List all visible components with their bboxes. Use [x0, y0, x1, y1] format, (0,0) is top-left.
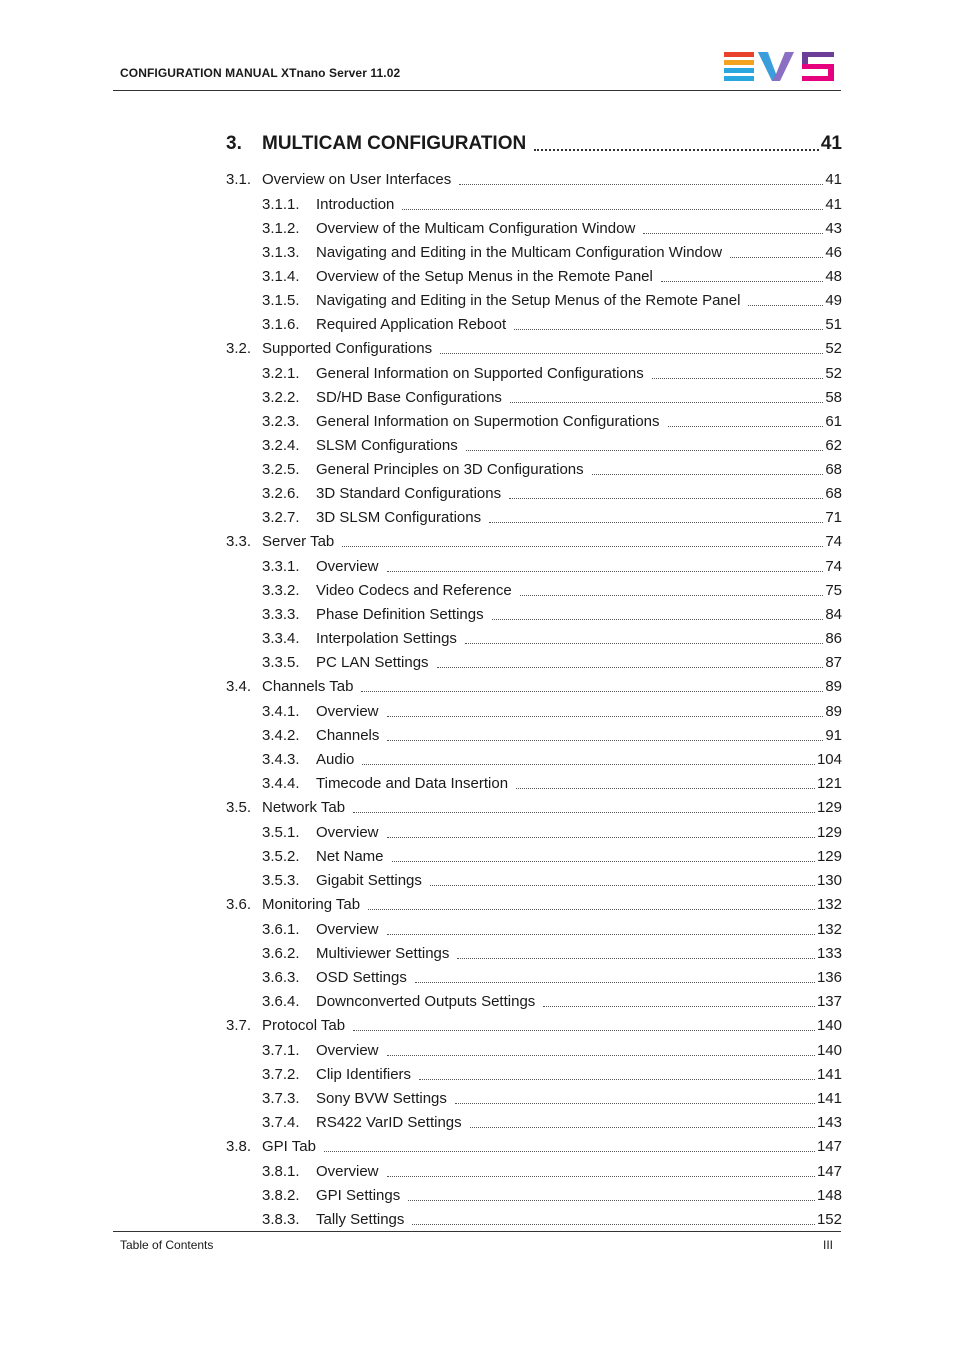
- toc-dot-leader: [387, 1055, 815, 1056]
- toc-entry-page: 62: [825, 436, 842, 454]
- toc-entry-sec[interactable]: [226, 167, 842, 192]
- toc-dot-leader: [516, 788, 815, 789]
- toc-entry-page: 130: [816, 871, 842, 889]
- toc-entry-number: 3.5.3.: [262, 871, 300, 889]
- toc-entry-title: Gigabit Settings: [316, 871, 422, 889]
- toc-entry-title: Overview: [316, 920, 379, 938]
- toc-entry-number: 3.3.5.: [262, 653, 300, 671]
- toc-entry-page: 86: [825, 629, 842, 647]
- toc-entry-sub[interactable]: [226, 554, 842, 578]
- table-of-contents: [226, 132, 842, 1231]
- toc-entry-sub[interactable]: [226, 965, 842, 989]
- toc-entry-page: 147: [816, 1138, 842, 1155]
- toc-entry-number: 3.1.2.: [262, 219, 300, 237]
- toc-entry-page: 68: [825, 484, 842, 502]
- toc-entry-page: 71: [825, 508, 842, 526]
- toc-entry-title: SD/HD Base Configurations: [316, 388, 502, 406]
- toc-entry-sec[interactable]: [226, 529, 842, 554]
- toc-entry-page: 58: [825, 388, 842, 406]
- toc-entry-title: Navigating and Editing in the Setup Menus of the Remote Panel: [316, 291, 741, 309]
- toc-entry-number: 3.7.3.: [262, 1089, 300, 1107]
- toc-entry-sub[interactable]: [226, 264, 842, 288]
- toc-entry-number: 3.4.2.: [262, 726, 300, 744]
- toc-dot-leader: [492, 619, 824, 620]
- toc-entry-title: RS422 VarID Settings: [316, 1113, 462, 1131]
- toc-entry-sub[interactable]: [226, 723, 842, 747]
- toc-dot-leader: [419, 1079, 815, 1080]
- toc-entry-number: 3.3.3.: [262, 605, 300, 623]
- toc-dot-leader: [353, 812, 815, 813]
- toc-entry-title: Required Application Reboot: [316, 315, 507, 333]
- toc-entry-sub[interactable]: [226, 192, 842, 216]
- toc-entry-number: 3.7.2.: [262, 1065, 300, 1083]
- toc-entry-sub[interactable]: [226, 1207, 842, 1231]
- toc-entry-title: General Information on Supermotion Configurations: [316, 412, 660, 430]
- toc-entry-sub[interactable]: [226, 457, 842, 481]
- toc-entry-number: 3.4.1.: [262, 702, 300, 720]
- toc-entry-title: Overview of the Setup Menus in the Remote Panel: [316, 267, 653, 285]
- toc-dot-leader: [592, 474, 824, 475]
- toc-entry-page: 74: [825, 557, 842, 575]
- toc-entry-title: Sony BVW Settings: [316, 1089, 447, 1107]
- toc-entry-number: 3.2.6.: [262, 484, 300, 502]
- toc-entry-number: 3.3.4.: [262, 629, 300, 647]
- toc-entry-number: 3.: [226, 133, 242, 154]
- toc-entry-page: 91: [825, 726, 842, 744]
- toc-entry-sub[interactable]: [226, 1062, 842, 1086]
- footer-section-label: Table of Contents: [120, 1238, 214, 1252]
- toc-entry-title: Multiviewer Settings: [316, 944, 450, 962]
- toc-dot-leader: [353, 1030, 815, 1031]
- toc-entry-title: PC LAN Settings: [316, 653, 429, 671]
- toc-entry-page: 43: [825, 219, 842, 237]
- toc-entry-page: 46: [825, 243, 842, 261]
- toc-entry-title: 3D Standard Configurations: [316, 484, 502, 502]
- toc-entry-page: 52: [825, 340, 842, 357]
- toc-dot-leader: [392, 861, 815, 862]
- toc-entry-title: MULTICAM CONFIGURATION: [262, 133, 527, 154]
- logo-bar-blue-2: [724, 76, 754, 81]
- toc-dot-leader: [661, 281, 823, 282]
- toc-dot-leader: [408, 1200, 815, 1201]
- toc-entry-title: Interpolation Settings: [316, 629, 457, 647]
- toc-entry-sub[interactable]: [226, 216, 842, 240]
- toc-entry-page: 87: [825, 653, 842, 671]
- toc-entry-number: 3.2.7.: [262, 508, 300, 526]
- toc-dot-leader: [430, 885, 815, 886]
- toc-entry-number: 3.3.: [226, 533, 252, 550]
- toc-dot-leader: [368, 909, 815, 910]
- toc-entry-page: 132: [816, 920, 842, 938]
- toc-entry-sub[interactable]: [226, 699, 842, 723]
- toc-entry-number: 3.5.: [226, 799, 252, 816]
- toc-entry-sub[interactable]: [226, 771, 842, 795]
- logo-bar-red: [724, 52, 754, 57]
- toc-entry-page: 129: [816, 823, 842, 841]
- evs-logo: [724, 52, 836, 82]
- toc-entry-page: 132: [816, 896, 842, 913]
- toc-entry-title: Audio: [316, 750, 355, 768]
- toc-entry-sub[interactable]: [226, 288, 842, 312]
- toc-entry-page: 41: [825, 171, 842, 188]
- toc-entry-number: 3.6.: [226, 896, 252, 913]
- toc-entry-number: 3.3.2.: [262, 581, 300, 599]
- toc-entry-number: 3.4.3.: [262, 750, 300, 768]
- toc-dot-leader: [520, 595, 824, 596]
- toc-entry-title: Overview: [316, 557, 379, 575]
- toc-entry-title: Downconverted Outputs Settings: [316, 992, 536, 1010]
- toc-entry-page: 137: [816, 992, 842, 1010]
- document-title: CONFIGURATION MANUAL XTnano Server 11.02: [120, 66, 401, 80]
- toc-entry-title: GPI Tab: [262, 1138, 316, 1155]
- toc-entry-page: 89: [825, 678, 842, 695]
- toc-entry-number: 3.1.: [226, 171, 252, 188]
- toc-entry-sub[interactable]: [226, 578, 842, 602]
- toc-entry-title: SLSM Configurations: [316, 436, 458, 454]
- toc-dot-leader: [459, 184, 823, 185]
- toc-dot-leader: [387, 740, 823, 741]
- toc-entry-sub[interactable]: [226, 409, 842, 433]
- toc-entry-number: 3.1.4.: [262, 267, 300, 285]
- toc-entry-number: 3.6.4.: [262, 992, 300, 1010]
- toc-entry-title: Clip Identifiers: [316, 1065, 412, 1083]
- toc-entry-page: 141: [816, 1065, 842, 1083]
- toc-entry-title: Network Tab: [262, 799, 346, 816]
- toc-dot-leader: [534, 149, 819, 151]
- toc-entry-number: 3.4.: [226, 678, 252, 695]
- toc-entry-title: Overview: [316, 823, 379, 841]
- toc-entry-page: 68: [825, 460, 842, 478]
- toc-entry-page: 136: [816, 968, 842, 986]
- toc-dot-leader: [387, 716, 824, 717]
- toc-entry-title: GPI Settings: [316, 1186, 401, 1204]
- toc-entry-title: Timecode and Data Insertion: [316, 774, 509, 792]
- toc-dot-leader: [415, 982, 815, 983]
- toc-entry-title: Protocol Tab: [262, 1017, 346, 1034]
- toc-dot-leader: [437, 667, 824, 668]
- toc-entry-number: 3.8.3.: [262, 1210, 300, 1228]
- toc-entry-page: 48: [825, 267, 842, 285]
- toc-dot-leader: [509, 498, 823, 499]
- toc-entry-page: 84: [825, 605, 842, 623]
- toc-entry-title: Server Tab: [262, 533, 335, 550]
- footer-rule: [113, 1231, 841, 1232]
- toc-entry-title: Overview: [316, 1041, 379, 1059]
- toc-dot-leader: [668, 426, 824, 427]
- toc-entry-sub[interactable]: [226, 312, 842, 336]
- toc-entry-title: Overview: [316, 702, 379, 720]
- toc-entry-page: 143: [816, 1113, 842, 1131]
- toc-dot-leader: [514, 329, 823, 330]
- toc-entry-sub[interactable]: [226, 481, 842, 505]
- toc-entry-title: Channels Tab: [262, 678, 354, 695]
- toc-entry-page: 129: [816, 847, 842, 865]
- toc-entry-number: 3.6.2.: [262, 944, 300, 962]
- toc-entry-title: Monitoring Tab: [262, 896, 361, 913]
- footer-page-number: III: [823, 1238, 834, 1252]
- toc-dot-leader: [361, 691, 823, 692]
- toc-entry-number: 3.2.4.: [262, 436, 300, 454]
- toc-entry-number: 3.7.: [226, 1017, 252, 1034]
- toc-entry-title: Overview of the Multicam Configuration Window: [316, 219, 636, 237]
- toc-entry-number: 3.6.1.: [262, 920, 300, 938]
- toc-entry-title: Net Name: [316, 847, 384, 865]
- toc-entry-sub[interactable]: [226, 1183, 842, 1207]
- toc-dot-leader: [457, 958, 815, 959]
- toc-entry-page: 41: [825, 195, 842, 213]
- toc-entry-title: Supported Configurations: [262, 340, 433, 357]
- toc-entry-sub[interactable]: [226, 385, 842, 409]
- toc-entry-sub[interactable]: [226, 1086, 842, 1110]
- toc-entry-page: 140: [816, 1041, 842, 1059]
- toc-dot-leader: [510, 402, 823, 403]
- toc-entry-title: Navigating and Editing in the Multicam Configuration Window: [316, 243, 723, 261]
- toc-dot-leader: [489, 522, 823, 523]
- toc-entry-page: 148: [816, 1186, 842, 1204]
- toc-entry-number: 3.8.: [226, 1138, 252, 1155]
- toc-dot-leader: [748, 305, 823, 306]
- toc-entry-sec[interactable]: [226, 892, 842, 917]
- toc-entry-page: 121: [816, 774, 842, 792]
- toc-entry-number: 3.1.6.: [262, 315, 300, 333]
- toc-entry-page: 140: [816, 1017, 842, 1034]
- toc-entry-page: 129: [816, 799, 842, 816]
- toc-entry-sec[interactable]: [226, 1134, 842, 1159]
- logo-bar-orange: [724, 60, 754, 65]
- toc-entry-page: 133: [816, 944, 842, 962]
- toc-dot-leader: [652, 378, 824, 379]
- toc-entry-title: General Information on Supported Configurations: [316, 364, 644, 382]
- toc-entry-sub[interactable]: [226, 361, 842, 385]
- toc-dot-leader: [342, 546, 823, 547]
- toc-entry-sec[interactable]: [226, 674, 842, 699]
- toc-entry-number: 3.8.1.: [262, 1162, 300, 1180]
- toc-entry-title: Tally Settings: [316, 1210, 405, 1228]
- toc-entry-page: 61: [825, 412, 842, 430]
- toc-entry-title: General Principles on 3D Configurations: [316, 460, 584, 478]
- toc-dot-leader: [440, 353, 823, 354]
- toc-entry-sec[interactable]: [226, 1013, 842, 1038]
- toc-entry-sub[interactable]: [226, 433, 842, 457]
- toc-entry-number: 3.1.3.: [262, 243, 300, 261]
- toc-dot-leader: [730, 257, 823, 258]
- toc-entry-number: 3.2.3.: [262, 412, 300, 430]
- toc-entry-title: 3D SLSM Configurations: [316, 508, 482, 526]
- toc-entry-chapter[interactable]: [226, 132, 842, 156]
- toc-entry-page: 147: [816, 1162, 842, 1180]
- toc-entry-page: 49: [825, 291, 842, 309]
- toc-entry-number: 3.2.: [226, 340, 252, 357]
- toc-entry-number: 3.2.2.: [262, 388, 300, 406]
- toc-entry-page: 51: [825, 315, 842, 333]
- toc-entry-title: Overview: [316, 1162, 379, 1180]
- toc-dot-leader: [387, 837, 815, 838]
- toc-entry-number: 3.7.4.: [262, 1113, 300, 1131]
- toc-entry-page: 52: [825, 364, 842, 382]
- toc-dot-leader: [387, 571, 824, 572]
- toc-entry-number: 3.3.1.: [262, 557, 300, 575]
- toc-entry-sub[interactable]: [226, 1038, 842, 1062]
- toc-dot-leader: [387, 1176, 815, 1177]
- toc-dot-leader: [324, 1151, 815, 1152]
- toc-entry-sub[interactable]: [226, 1159, 842, 1183]
- toc-dot-leader: [466, 450, 824, 451]
- toc-entry-sub[interactable]: [226, 650, 842, 674]
- toc-entry-sub[interactable]: [226, 602, 842, 626]
- toc-entry-sub[interactable]: [226, 240, 842, 264]
- toc-entry-number: 3.2.5.: [262, 460, 300, 478]
- toc-entry-sec[interactable]: [226, 336, 842, 361]
- toc-dot-leader: [465, 643, 823, 644]
- toc-entry-sub[interactable]: [226, 868, 842, 892]
- toc-entry-sec[interactable]: [226, 795, 842, 820]
- toc-entry-number: 3.1.1.: [262, 195, 300, 213]
- toc-entry-page: 104: [816, 750, 842, 768]
- toc-entry-title: Video Codecs and Reference: [316, 581, 512, 599]
- toc-entry-page: 75: [825, 581, 842, 599]
- toc-entry-sub[interactable]: [226, 989, 842, 1013]
- header-rule: [113, 90, 841, 91]
- toc-entry-number: 3.7.1.: [262, 1041, 300, 1059]
- toc-dot-leader: [387, 934, 815, 935]
- toc-dot-leader: [470, 1127, 815, 1128]
- logo-s-bottom: [802, 76, 834, 81]
- toc-dot-leader: [643, 233, 823, 234]
- toc-entry-number: 3.5.2.: [262, 847, 300, 865]
- toc-entry-sub[interactable]: [226, 917, 842, 941]
- logo-bar-blue-1: [724, 68, 754, 73]
- toc-dot-leader: [362, 764, 815, 765]
- toc-entry-title: OSD Settings: [316, 968, 407, 986]
- toc-entry-sub[interactable]: [226, 505, 842, 529]
- toc-entry-title: Introduction: [316, 195, 395, 213]
- toc-entry-page: 74: [825, 533, 842, 550]
- toc-dot-leader: [402, 209, 823, 210]
- toc-entry-sub[interactable]: [226, 1110, 842, 1134]
- toc-entry-sub[interactable]: [226, 747, 842, 771]
- toc-entry-number: 3.5.1.: [262, 823, 300, 841]
- toc-entry-sub[interactable]: [226, 626, 842, 650]
- toc-entry-page: 89: [825, 702, 842, 720]
- toc-entry-sub[interactable]: [226, 844, 842, 868]
- toc-entry-page: 141: [816, 1089, 842, 1107]
- toc-entry-title: Overview on User Interfaces: [262, 171, 452, 188]
- toc-entry-number: 3.8.2.: [262, 1186, 300, 1204]
- toc-dot-leader: [543, 1006, 815, 1007]
- toc-entry-title: Channels: [316, 726, 380, 744]
- toc-entry-title: Phase Definition Settings: [316, 605, 484, 623]
- toc-entry-number: 3.6.3.: [262, 968, 300, 986]
- toc-dot-leader: [412, 1224, 815, 1225]
- toc-entry-number: 3.4.4.: [262, 774, 300, 792]
- toc-entry-page: 41: [820, 133, 842, 154]
- toc-entry-number: 3.2.1.: [262, 364, 300, 382]
- toc-entry-page: 152: [816, 1210, 842, 1228]
- toc-entry-number: 3.1.5.: [262, 291, 300, 309]
- toc-dot-leader: [455, 1103, 815, 1104]
- toc-entry-sub[interactable]: [226, 820, 842, 844]
- toc-entry-sub[interactable]: [226, 941, 842, 965]
